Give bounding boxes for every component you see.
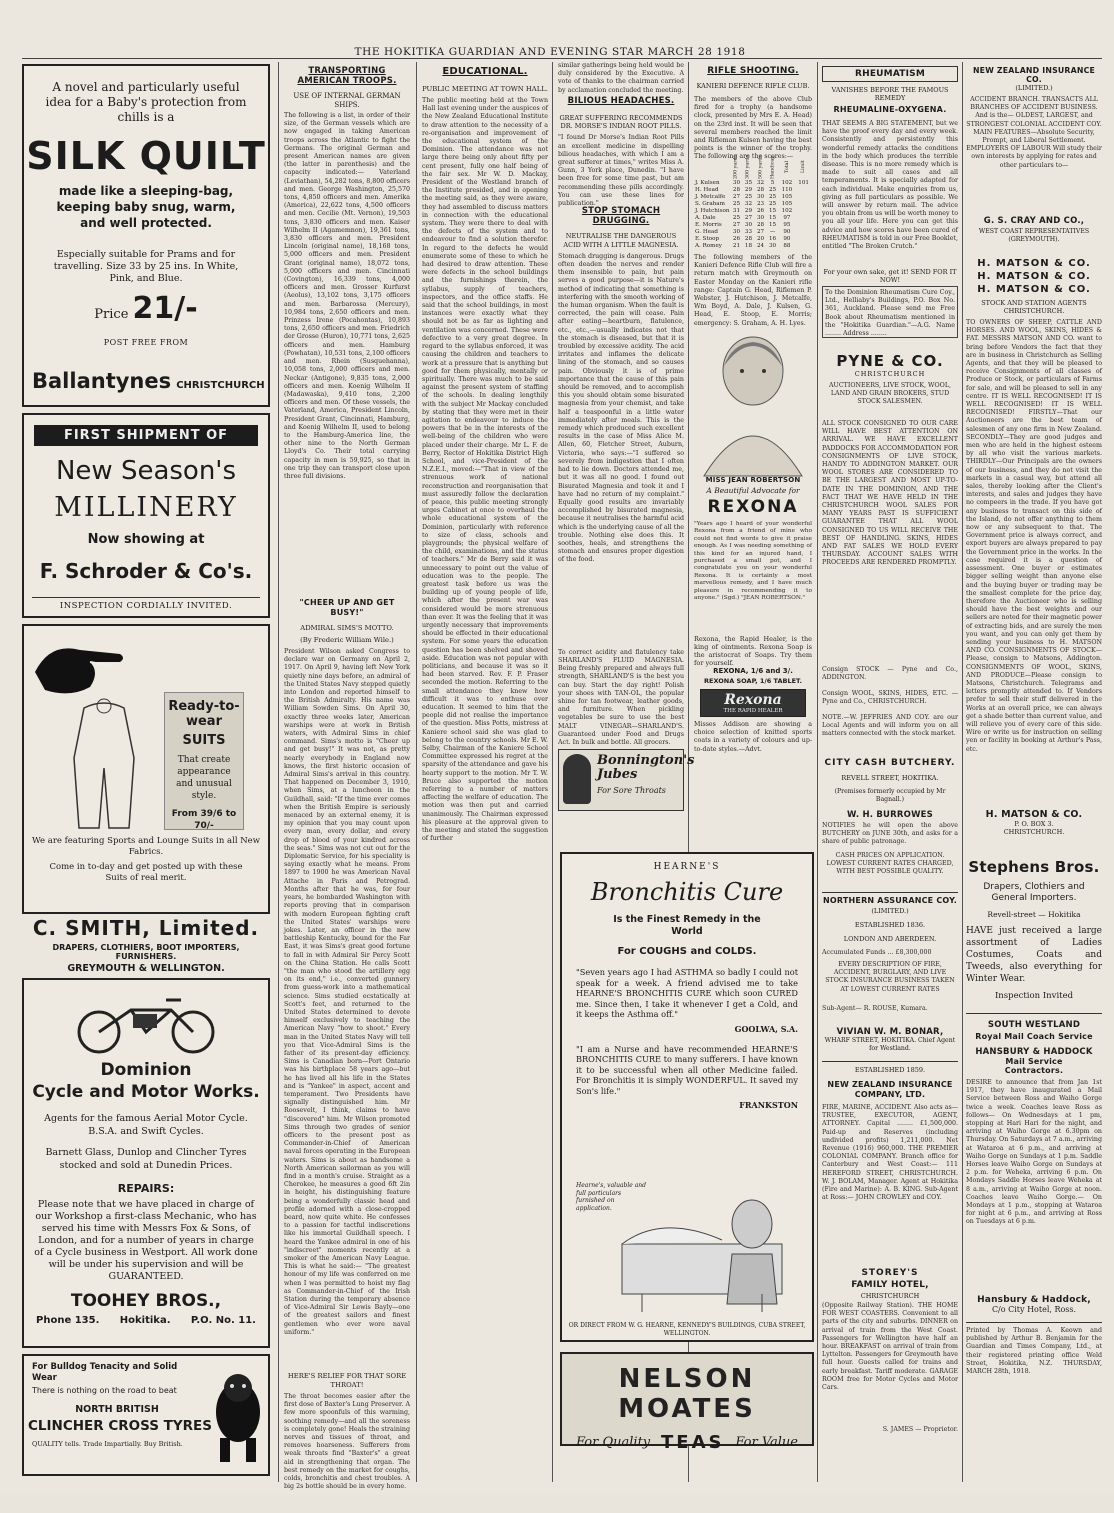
hearne-sig1: GOOLWA, S.A. xyxy=(734,1023,798,1034)
northern-body: EVERY DESCRIPTION OF FIRE, ACCIDENT, BURGLARY, AND LIVE STOCK INSURANCE BUSINESS TAKEN AT LOWEST CURRENT RATES xyxy=(825,961,955,993)
nelson-moates-ad xyxy=(560,1352,814,1453)
dominion-subtitle: Cycle and Motor Works. xyxy=(32,1082,260,1102)
rifle-col-header: Limit xyxy=(801,160,807,174)
nzins-est: ESTABLISHED 1859. xyxy=(822,1061,958,1074)
table-row xyxy=(694,208,812,215)
rheum-subhead: VANISHES BEFORE THE FAMOUS REMEDY xyxy=(831,86,949,102)
nzinsco-title: NEW ZEALAND INSURANCE CO. xyxy=(972,66,1096,84)
rifle-score-cell xyxy=(795,236,812,243)
rifle-score-cell: 32 xyxy=(744,201,753,207)
rifle-score-cell: 30 xyxy=(756,215,765,221)
pyne-consign1: Consign STOCK — Pyne and Co., ADDINGTON. xyxy=(822,666,958,682)
city-cash: CASH PRICES ON APPLICATION. LOWEST CURRENT RATES CHARGED, WITH BEST POSSIBLE QUALITY. xyxy=(826,852,954,876)
column-divider xyxy=(416,62,417,1482)
dominion-po: P.O. No. 11. xyxy=(190,1315,256,1326)
rexona-box-title: Rexona xyxy=(724,692,782,708)
silk-seller-row xyxy=(32,369,265,393)
rifle-scores-table xyxy=(694,154,812,250)
dominion-contact-row xyxy=(24,1311,268,1326)
rexona-prices: REXONA, 1/6 and 3/. xyxy=(713,667,793,675)
bilious-body: "I found Dr Morse's Indian Root Pills an excellent medicine in dispelling bilious headaches, with which I am a great sufferer at times," writes Miss A. Gunn, 3 York place, Dunedin. "I have been free for some time past, but am recommending these pills accordingly. You can use these lines for publication." xyxy=(558,134,684,208)
rexona-box xyxy=(700,689,806,717)
rifle-col-header: 500 yards xyxy=(758,154,763,180)
storey-sub: FAMILY HOTEL, xyxy=(851,1280,929,1290)
rifle-name-cell: H. Head xyxy=(695,187,719,193)
rifle-score-cell: 24 xyxy=(756,243,765,249)
educational-body: The public meeting held at the Town Hall last evening under the auspices of the New Zealand Educational Institute to draw attention to the necessity of a re-organisation and improvement of the educational system of the Dominion. The attendance was not large there being only about fifty per cent present, fully one half being of the fair sex. Mr W. D. Mackay, President of the Westland branch of the Institute presided, and in opening the meeting said, as they were aware, they had assembled to discuss matters in connection with the educational system. They were there to deal with the defects of the system and to endeavour to find a solution therefor. In regard to the defects he would enumerate some of these to which he had desired to draw attention. These were defects in the school buildings and the furnishings therein, the syllabus, supply of teachers, inspectors, and the office staffs. He said that the school buildings, in most instances were exactly what they should not be as far as lighting and ventilation was concerned. These were defective to a very great degree. In regard to the syllabus enforced, it was causing the children and teachers to work at a pressure that is anything but good for them physically, mentally or spiritually. There was much to be said against the present system of staffing of the schools. In dealing lengthily with the subject Mr Mackay concluded by stating that they were met in their agitation to endeavour to induce the powers that be in the interests of the well-being of the children who were placed under their charge. Mr L. F. de Berry, Rector of Hokitika District High School, and vice-President of the N.Z.E.I., moved:—"That in view of the strenuous work of national reconstruction and reorganisation that must assuredly follow the declaration of peace, this public meeting strongly urges Cabinet at once to overhaul the whole educational system of the Dominion, particularly with reference to size of class, schools and playgrounds; the physical welfare of the child, examinations, and the status of teachers." Mr de Berry said it was unnecessary to point out the value of education was to the people. The greatest task before us was the building up of young people of life, which after the present war was considered would be more strenuous than ever. It was the feeling that it was urgently necessary that improvements should be effected in their educational system. For some years the education question has been shelved and shoved aside. Education was not popular with politicians, and because it was so it had been starved. Rev. F. P. Fraser seconded the motion. Referring to the small attendance they knew how difficult it was to enthuse over education. It seemed to him that the people did not realise the importance of the question. Miss Potts, mistress at Kaniere school said she was glad to belong to the country schools. Mr E. W. Selby, Chairman of the Kaniere School Committee expressed his regret at the sparsity of the attendance and gave his hearty support to the motion. Mr T. W. Bruce also supported the motion referring to a number of matters affecting the welfare of education. The motion was then put and carried unanimously. The Chairman expressed his pleasure at the approval given to the meeting and stated the suggestion of further xyxy=(422,97,548,843)
rheum-headline: RHEUMATISM xyxy=(822,66,958,82)
smith-featuring: We are featuring Sports and Lounge Suits in all New Fabrics. xyxy=(31,836,260,857)
sims-body: President Wilson asked Congress to declare war on Germany on April 2, 1917. On April 9, having left New York quietly nine days before, an admiral of the United States Navy stepped quietly into London and reported himself to the British Admiralty. His name was William Sowden Sims. On April 30, exactly three weeks later, American warships were at work in British waters, with Admiral Sims in chief command. Sims's motto is "Cheer up and get busy!" It was not, as pretty nearly everybody in England now knows, the first historic occasion of Admiral Sims's arrival in this country. That happened on December 3, 1910, when Sims, at a luncheon in the Guildhall, said: "If the time ever comes when the British Empire is seriously menaced by an external enemy, it is my opinion that you may count upon every man, every dollar, and every drop of blood of your kindred across the seas." Sims was not cut out for the Diplomatic Service, for his speciality is saying exactly what he means. From 1897 to 1900 he was American Naval Attache in Paris and Petrograd. Months after that he was, for four years, he bombarded Washington with reports proving that in comparison with modern European fighting craft the United States' warships were jokes. Later, an officer in the new battleship Kentucky, bound for the Far East, it was Sims's great good fortune to fall in with Admiral Sir Percy Scott on the China Station. He calls Scott "the man who stood the artillery egg on its end," i.e., converted gunnery from guess-work into a mathematical science. Sims studied ecstatically at Scott's feet, and returned to the United States determined to devote himself exclusively to teaching the American Navy "how to shoot." Every man in the United States Navy will tell you that Vice-Admiral Sims is the father of its present-day efficiency. Sims is Canadian born—Port Ontario was his birthplace 58 years ago—but he has lived all his life in the States and is "Yankee" in aspect, accent and temperament. Two Presidents have signally distinguished him. Mr Roosevelt, I think, claims to have "discovered" him. Mr Wilson promoted Sims through two grades of senior officers to the present post as Commander-in-Chief of American naval forces operating in the European waters. Sims is about as handsome a North American sailorman as you will find in a month's cruise. Straight as a Cherokee, he measures a good 6ft 2in in height, his distinguishing feature being a wonderfully classic head and profile adorned with a close-cropped beard, now quite white. He confesses to a passion for tactful indiscretions like his immortal Guildhall speech. I heard the Yankee admiral in one of his "indiscreet" moments recently at a smoker of the American Navy League. This is what he said:— "The greatest honour of my life was conferred on me when I was permitted to hoist my flag as Commander-in-Chief of the Irish Station during the temporary absence of Vice-Admiral Sir Lewis Bayly—one of the greatest sailors and finest gentlemen who ever wore naval uniform." xyxy=(284,648,410,1336)
rifle-score-cell: 105 xyxy=(781,201,793,207)
rifle-col-header: 200 yards xyxy=(733,154,739,180)
nzinsco-body: ACCIDENT BRANCH. TRANSACTS ALL BRANCHES OF ACCIDENT BUSINESS. And is the— OLDEST, LARGEST, and STRONGEST COLONIAL ACCIDENT COY. MAIN FEATURES—Absolute Security, Prompt, and Liberal Settlement. EMPLOYERS OF LABOUR Will study their own interests by applying for rates and other particulars to— xyxy=(966,96,1102,169)
educational-subhead: PUBLIC MEETING AT TOWN HALL. xyxy=(422,85,548,93)
stephens-body: HAVE just received a large assortment of Ladies Costumes, Coats and Tweeds, also everything for Winter Wear. xyxy=(966,926,1102,984)
dominion-town: Hokitika. xyxy=(119,1315,171,1326)
nzinsco-agent: G. S. CRAY AND CO., xyxy=(983,216,1085,226)
rifle-score-cell: 26 xyxy=(756,208,765,214)
silk-made: made like a sleeping-bag, keeping baby snug, warm, and well protected. xyxy=(56,184,236,230)
sims-subhead: ADMIRAL SIMS'S MOTTO. xyxy=(300,624,394,632)
hearne-finest: Is the Finest Remedy in the World xyxy=(613,914,761,937)
rifle-score-cell: 25 xyxy=(732,215,741,221)
rexona-advocate: A Beautiful Advocate for xyxy=(706,486,800,495)
educational-headline: EDUCATIONAL. xyxy=(442,66,528,77)
rifle-score-cell: 101 xyxy=(798,180,809,186)
matson-foot3: CHRISTCHURCH. xyxy=(1003,828,1065,836)
clincher-tag: QUALITY tells. Trade Impartially. Buy British. xyxy=(32,1440,183,1448)
rifle-score-cell: 26 xyxy=(732,236,741,242)
sims-headline: "CHEER UP AND GET BUSY!" xyxy=(299,598,395,617)
matson-sub: STOCK AND STATION AGENTS CHRISTCHURCH. xyxy=(981,299,1087,315)
rheum-coupon: To the Dominion Rheumatism Cure Coy., Ltd., Helliaby's Buildings, P.O. Box No. 361, Auckland. Please send me Free Book about Rheumatism mentioned in the "Hokitika Guardian."—A.G. Name ........ Address ........ xyxy=(822,286,958,338)
sharland-notices: To correct acidity and flatulency take SHARLAND'S FLUID MAGNESIA. Being freshly prepared and always full strength, SHARLAND'S is the best you can buy. Start the day right! Polish your shoes with TAN-OL, the popular shine for tan footwear, leather goods, and furniture. When pickling vegetables be sure to use the best MALT VINEGAR—SHARLAND'S. Guaranteed under Food and Drugs Act. In bulk and bottle. All grocers. xyxy=(558,648,684,747)
sore-throat-headline: HERE'S RELIEF FOR THAT SORE THROAT! xyxy=(287,1372,407,1389)
rifle-score-cell: 20 xyxy=(756,236,765,242)
column-divider xyxy=(278,62,279,1482)
northern-loc: LONDON AND ABERDEEN. xyxy=(843,935,937,943)
column-rheumatism xyxy=(822,62,958,1482)
clincher-line2: There is nothing on the road to beat xyxy=(32,1386,177,1395)
storey-city: CHRISTCHURCH xyxy=(860,1292,920,1300)
table-row xyxy=(694,187,812,194)
rifle-score-cell: 102 xyxy=(781,208,793,214)
rifle-score-cell xyxy=(795,201,812,208)
stomach-subhead: NEUTRALISE THE DANGEROUS ACID WITH A LITTLE MAGNESIA. xyxy=(563,232,679,249)
coach-body: DESIRE to announce that from Jan 1st 1917, they have inaugurated a Mail Service between Ross and Waiho Gorge twice a week. Coaches leave Ross as follows— On Wednesdays at 1 pm, stopping at Hari Hari for the night, and arriving at Waiho Gorge at 6.30pm on Thursday. On Saturdays at 7 a.m., arriving at Wataroa at 6 p.m., and arriving at Waiho Gorge on Sundays at 1 p.m. Saddle Horses leave Waiho Gorge on Sundays at 2 p.m. for Weheka, arriving 6 p.m. On Mondays Saddle Horses leave Weheka at 8 a.m., arriving at Waiho Gorge at noon. Coaches leave Waiho Gorge.— On Mondays at 1 p.m., stopping at Wataroa for night at 6 p.m., and arriving at Ross on Tuesdays at 6 p.m. xyxy=(966,1079,1102,1226)
silk-post: POST FREE FROM xyxy=(103,338,189,347)
rifle-score-cell: 28 xyxy=(756,222,765,228)
rifle-score-cell: 90 xyxy=(783,236,791,242)
coach-sub: Royal Mail Coach Service xyxy=(975,1032,1093,1041)
matson-body: TO OWNERS OF SHEEP, CATTLE AND HORSES. AND WOOL, SKINS, HIDES & FAT. MESSRS MATSON AND CO. want to bring before Vendors the fact that they are in business in Christchurch as Selling Agents, and that they will be pleased to receive Consignments of all classes of Produce or Stock, or particulars of Farms for sale, and will be pleased to sell in any centre. IT IS WELL RECOGNISED! IT IS WELL RECOGNISED! IT IS WELL RECOGNISED! FIRSTLY—That our Auctioneers are the best team of salesmen of any one firm in New Zealand. SECONDLY—They are good judges and men who are held in the highest esteem by all who visit the various markets. THIRDLY—Our Principals are the owners of our business, and they do not visit the markets in a casual way, but attend all sales, thereby looking after the Client's interests, and sales and judges they have no compeers in the trade. If you have got any business to transact on this side of the Island, do not offer anything to them now or any subsequent to that. The Government price is always correct, and export buyers are always prepared to pay the Government price in the works. In the case required it is a question of assessment. One buyer or estimates bigger selling weight than anyone else and the buying buyer or trading may be the smallest complete for the price day, therefore the Auctioneer who is selling should have the best weights and our sellers are noted for their magnetic power of extracting bids, and are surely the men you want, and you can only get them by sending your business to H. MATSON AND CO. CONSIGNMENTS OF STOCK—Please, consign to Matsons, Addington. CONSIGNMENTS OF WOOL, SKINS, AND PRODUCE—Please consign to Matsons, Christchurch. Telegrams and letters promptly attended to. If Vendors prefer to sell their stuff delivered in the Works at an overall price, we can always get a shade better than current value, and will relieve you of every care of this side. Wire or write us for instruction on selling yen or facility in booking at Arthur's Pass, etc. xyxy=(966,319,1102,753)
stomach-body: Stomach drugging is dangerous. Drugs often deaden the nerves and render them insensible to pain, but pain serves a good purpose—it is Nature's method of indicating that something is interfering with the smooth working of the human organism. When the fault is corrected, the pain will cease. Pain after eating—heartburn, flatulence, etc., etc.,—usually indicates not that the stomach is diseased, but that it is troubled by excessive acidity. The acid irritates and inflames the delicate lining of the stomach, and so causes pain. Obviously it is of prime importance that the cause of this pain should be removed, and to accomplish this you should obtain some bisurated magnesia from your chemist, and take half a teaspoonful in a little water immediately after meals. This is the remedy which produced such excellent results in the case of Miss Alice M. Allen, 60, Fletcher Street, Auburn, Victoria, who says:—"I suffered so severely from indigestion that I often had to lie down. Doctors attended me, but it was all no good. I found out Bisurated Magnesia and took it and I have had no return of my complaint." Equally good results are invariably accomplished by bisurated magnesia, because it neutralises the harmful acid which is the underlying cause of all the trouble. Nothing else does this. It soothes, heals, and strengthens the stomach and ensures proper digestion of the food. xyxy=(558,252,684,564)
rifle-score-cell xyxy=(795,215,812,222)
pyne-note: NOTE.—W. JEFFRIES AND COY. are our Local Agents and will inform you on all matters connected with the stock market. xyxy=(822,714,958,738)
rexona-name: MISS JEAN ROBERTSON xyxy=(705,476,801,484)
rifle-name-cell: J. Metcalfe xyxy=(695,194,726,200)
northern-name: VIVIAN W. M. BONAR, xyxy=(836,1027,944,1037)
smith-come: Come in to-day and get posted up with these Suits of real merit. xyxy=(49,862,243,883)
rifle-name-cell: E. Morris xyxy=(695,222,722,228)
city-body: NOTIFIES he will open the above BUTCHERY on JUNE 30th, and asks for a share of public patronage. xyxy=(822,822,958,846)
matson-line-1: H. MATSON & CO. xyxy=(977,258,1091,269)
column-insurance xyxy=(966,62,1102,1482)
bonnington-sub: For Sore Throats xyxy=(597,785,666,795)
column-health xyxy=(558,62,695,847)
smith-appear: That create appearance and unusual style. xyxy=(176,755,232,801)
column-divider xyxy=(962,62,963,1482)
silk-suitable: Especially suitable for Prams and for travelling. Size 33 by 25 ins. In White, Pink, and Blue. xyxy=(53,249,239,284)
masthead-rule xyxy=(22,58,1102,59)
northern-addr: WHARF STREET, HOKITIKA. Chief Agent for Westland. xyxy=(824,1037,956,1052)
nzins-body: FIRE, MARINE, ACCIDENT. Also acts as— TRUSTEE, EXECUTOR, AGENT, ATTORNEY. Capital ........ £1,500,000. Paid-up and Reserves (including undivided profits) 1,211,000. Net Revenue (1916) 960,000. THE PREMIER COLONIAL COMPANY. Branch office for Canterbury and West Coast:— 111 HEREFORD STREET, CHRISTCHURCH. W. J. BOLAM, Manager. Agent at Hokitika (Fire and Marine): A. B. KING. Sub-Agent at Ross:— JOHN CROWLEY and COY. xyxy=(822,1104,958,1202)
stephens-street: Revell-street — Hokitika xyxy=(987,910,1081,919)
matson-foot1: H. MATSON & CO. xyxy=(985,809,1083,820)
masthead: THE HOKITIKA GUARDIAN AND EVENING STAR MARCH 28 1918 xyxy=(354,46,746,58)
rexona-healer: Rexona, the Rapid Healer, is the king of ointments. Rexona Soap is the aristocrat of Soaps. Try them for yourself. xyxy=(694,635,812,667)
city-street: REVELL STREET, HOKITIKA. xyxy=(841,774,939,782)
stephens-title: Stephens Bros. xyxy=(968,858,1100,876)
rifle-intro: The members of the above Club fired for a trophy (a handsome clock, presented by Mrs E. A. Head) on the 23rd inst. It will be seen that several members reached the limit and Rifleman Kulsen having the best points is the winner of the trophy. The following are the scores:— xyxy=(694,96,812,161)
rifle-score-cell: 30 xyxy=(756,194,765,200)
rifle-score-cell: — xyxy=(769,229,776,235)
pyne-consign2: Consign WOOL, SKINS, HIDES, ETC. — Pyne and Co., CHRISTCHURCH. xyxy=(822,690,958,706)
rifle-score-cell: 25 xyxy=(744,194,753,200)
coach-firm: HANSBURY & HADDOCK xyxy=(975,1047,1093,1057)
rifle-score-cell xyxy=(795,194,812,201)
silk-price: 21/- xyxy=(132,291,198,326)
rifle-score-cell: 15 xyxy=(768,208,777,214)
city-butchery-title: CITY CASH BUTCHERY. xyxy=(824,758,956,768)
table-row xyxy=(694,222,812,229)
column-divider xyxy=(817,62,818,1482)
rifle-score-cell: 16 xyxy=(768,236,777,242)
table-row xyxy=(694,215,812,222)
rifle-name-cell: J. Hutchison xyxy=(695,208,730,214)
smith-suits-ad xyxy=(22,624,270,914)
nelson-title: NELSON MOATES xyxy=(618,1364,756,1424)
rifle-score-cell: 88 xyxy=(783,243,791,249)
rifle-score-cell: 15 xyxy=(768,215,777,221)
nzins-title: NEW ZEALAND INSURANCE COMPANY, LTD. xyxy=(827,1080,953,1099)
silk-price-label: Price xyxy=(94,307,129,322)
bilious-headline: BILIOUS HEADACHES. xyxy=(567,96,675,106)
rifle-score-cell: 25 xyxy=(768,194,777,200)
matson-line-2: H. MATSON & CO. xyxy=(977,271,1091,282)
smith-footer xyxy=(22,916,270,976)
troops-headline: TRANSPORTING AMERICAN TROOPS. xyxy=(297,66,397,86)
clincher-title: CLINCHER CROSS TYRES xyxy=(28,1418,212,1434)
rifle-score-cell: 5 xyxy=(770,180,775,186)
rifle-score-cell xyxy=(795,229,812,236)
dominion-repairs: REPAIRS: xyxy=(117,1182,175,1195)
northern-agent: Sub-Agent— R. ROUSE, Kumara. xyxy=(822,1005,928,1012)
table-row xyxy=(694,180,812,187)
rexona-title: REXONA xyxy=(707,497,799,517)
smith-trades: DRAPERS, CLOTHIERS, BOOT IMPORTERS, FURNISHERS. xyxy=(52,943,240,961)
rifle-score-cell: 23 xyxy=(756,201,765,207)
millinery-invite: INSPECTION CORDIALLY INVITED. xyxy=(32,597,260,611)
rifle-score-cell: 31 xyxy=(732,208,741,214)
suit-illustration-icon xyxy=(54,698,154,834)
millinery-title2: MILLINERY xyxy=(54,492,238,523)
rifle-name-cell: A. Dale xyxy=(695,215,716,221)
rifle-score-cell: 30 xyxy=(744,222,753,228)
rifle-score-cell: 105 xyxy=(781,194,793,200)
pyne-line: AUCTIONEERS, LIVE STOCK, WOOL, LAND AND GRAIN BROKERS, STUD STOCK SALESMEN. xyxy=(828,382,952,406)
coach-foot1: Hansbury & Haddock, xyxy=(977,1295,1091,1305)
dominion-phone: Phone 135. xyxy=(36,1315,100,1326)
pyne-body: ALL STOCK CONSIGNED TO OUR CARE WILL HAVE BEST ATTENTION ON ARRIVAL. WE HAVE EXCELLENT PADDOCKS FOR ACCOMMODATION FOR CONSIGNMENTS OF LIVE STOCK, HANDY TO ADDINGTON MARKET. OUR WOOL STORES ARE CONSIDERED TO BE THE LARGEST AND MOST UP-TO-DATE IN THE DOMINION, AND THE FACT THAT WE HAVE HELD IN THE CHRISTCHURCH WOOL SALES FOR MANY YEARS PAST IS SUFFICIENT GUARANTEE THAT ALL WOOL CONSIGNED TO US WILL RECEIVE THE BEST OF HANDLING. SKINS, HIDES AND FAT SALES WE HOLD EVERY THURSDAY. ACCOUNT SALES WITH PROCEEDS ARE RENDERED PROMPTLY. xyxy=(822,420,958,567)
dominion-cycle-ad xyxy=(22,978,270,1348)
dominion-tyres: Barnett Glass, Dunlop and Clincher Tyres stocked and sold at Dunedin Prices. xyxy=(45,1147,247,1171)
rifle-score-cell: 29 xyxy=(744,187,753,193)
rifle-score-cell xyxy=(795,222,812,229)
coach-mail: Mail Service xyxy=(1005,1057,1063,1066)
silk-city: CHRISTCHURCH xyxy=(176,380,265,391)
rifle-name-cell: J. Kulsen xyxy=(695,180,720,186)
woman-portrait-icon xyxy=(694,326,812,476)
rifle-score-cell: 15 xyxy=(768,222,777,228)
rifle-score-cell: 18 xyxy=(744,243,753,249)
rifle-score-cell: 102 xyxy=(781,180,793,186)
silk-quilt-ad xyxy=(22,64,270,407)
rheum-send: For your own sake, get it! SEND FOR IT NOW! xyxy=(823,268,957,284)
millinery-title1: New Season's xyxy=(55,456,237,486)
troops-subhead: USE OF INTERNAL GERMAN SHIPS. xyxy=(293,92,401,109)
stephens-sub: Drapers, Clothiers and General Importers. xyxy=(983,882,1085,903)
bulldog-illustration-icon xyxy=(210,1362,266,1470)
smith-suits: SUITS xyxy=(182,733,226,748)
hearne-brand: HEARNE'S xyxy=(653,862,721,872)
hearne-footer: OR DIRECT FROM W. G. HEARNE, KENNEDY'S BUILDINGS, CUBA STREET, WELLINGTON. xyxy=(568,1322,806,1337)
rifle-score-cell xyxy=(795,243,812,250)
rifle-score-cell: 25 xyxy=(768,187,777,193)
rifle-col-header: 300 yards xyxy=(745,154,751,180)
woman-portrait-icon xyxy=(563,754,591,804)
smith-name: C. SMITH, Limited. xyxy=(32,916,260,940)
dominion-title: Dominion xyxy=(100,1060,192,1080)
silk-title: SILK QUILT xyxy=(26,134,266,178)
rifle-outro: The following members of the Kanieri Defence Rifle Club will fire a return match with Greymouth on Easter Monday on the Kanieri rifle range: Captain G. Head, Riflemen P. Webster, J. Hutchison, J. Metcalfe, Wm Boyd, A. Dale, J. Kulsen, G. Head, E. Stoop, E. Morris; emergency: S. Graham, A. H. Lyes. xyxy=(694,254,812,327)
educational-continued: similar gatherings being held would be duly considered by the Executive. A vote of thanks to the chairman carried by acclamation concluded the meeting. xyxy=(558,62,684,94)
clincher-tyres-ad xyxy=(22,1354,270,1476)
rifle-score-cell: 30 xyxy=(732,229,741,235)
city-name: W. H. BURROWES xyxy=(847,810,933,820)
column-divider xyxy=(552,62,553,1482)
rifle-score-cell: 90 xyxy=(783,229,791,235)
city-premises: (Premises formerly occupied by Mr Bagnall.) xyxy=(834,788,946,803)
rifle-score-cell: 95 xyxy=(783,222,791,228)
nelson-left: For Quality xyxy=(576,1435,651,1450)
rifle-score-cell: 27 xyxy=(732,194,741,200)
rifle-subhead: KANIERI DEFENCE RIFLE CLUB. xyxy=(696,82,810,90)
rifle-score-cell: 33 xyxy=(744,229,753,235)
rheum-remedy: RHEUMALINE-OXYGENA. xyxy=(833,105,947,114)
smith-ready: Ready-to-wear xyxy=(168,699,240,729)
silk-intro: A novel and particularly useful idea for a Baby's protection from chills is a xyxy=(45,80,247,124)
millinery-ad xyxy=(22,413,270,618)
table-row xyxy=(694,243,812,250)
addison-note: Misses Addison are showing a choice selection of knitted sports coats in a variety of colours and up-to-date styles.—Advt. xyxy=(694,721,812,753)
pyne-city: CHRISTCHURCH xyxy=(854,370,926,378)
rifle-score-cell: 29 xyxy=(744,208,753,214)
storey-proprietor: S. JAMES — Proprietor. xyxy=(882,1426,958,1433)
bilious-subhead: GREAT SUFFERING RECOMMENDS DR. MORSE'S INDIAN ROOT PILLS. xyxy=(559,114,683,131)
clincher-line3: NORTH BRITISH xyxy=(75,1404,159,1415)
rifle-score-cell: 30 xyxy=(768,243,777,249)
rifle-score-cell: 25 xyxy=(768,201,777,207)
hearne-quote1: "Seven years ago I had ASTHMA so badly I could not speak for a week. A friend advised me to take HEARNE'S BRONCHITIS CURE which soon CURED me. Since then, I take it whenever I get a Cold, and it keeps the Asthma off." xyxy=(576,967,798,1019)
rifle-col-header: Total xyxy=(784,160,790,174)
rifle-col-header: Handicap xyxy=(770,155,776,179)
rifle-score-cell: 35 xyxy=(744,180,753,186)
matson-foot2: P. O. BOX 3. xyxy=(1014,820,1054,828)
northern-ltd: (LIMITED.) xyxy=(871,907,909,915)
coach-title: SOUTH WESTLAND xyxy=(966,1013,1102,1030)
hand-pointer-icon xyxy=(30,632,130,702)
troops-body: The following is a list, in order of their size, of the German vessels which are now engaged in taking American troops across the Atlantic to fight the Germans. The original German and present American names are given (the latter in parenthesis) and the capacity indicated:— Vaterland (Leviathan), 54,282 tons, 8,800 officers and men. George Washington, 25,570 tons, 4,850 officers and men. Amerika (America), 22,622 tons, 4,500 officers and men. Cecilie (Mt. Vernon), 19,503 tons, 3,830 officers and men. Kaiser Wilhelm II (Agamemnon), 19,361 tons, 3,830 officers and men. President Lincoln (original name), 18,168 tons, 5,000 officers and men. President Grant (original name), 18,072 tons, 5,000 officers and men. Cincinnati (Covington), 16,339 tons, 4,000 officers and men. Grosser Kurfurst (Aeolus), 13,102 tons, 3,175 officers and men. Barbarossa (Mercury), 10,984 tons, 2,650 officers and men. Prinzess Irene (Pocahontas), 10,893 tons, 2,650 officers and men. Friedrich der Grosse (Huron), 10,771 tons, 2,625 officers and men. Hamburg (Powhatan), 10,531 tons, 2,100 officers and men. Rhein (Susquehanna), 10,058 tons, 2,000 officers and men. Neckar (Antigone), 9,835 tons, 2,000 officers and men. Koenig Wilhelm II (Madawaska), 9,410 tons, 2,200 officers and men. Of these vessels, the Vaterland, America, President Lincoln, President Grant, Cincinnati, Hamburg, and Koenig Wilhelm II, used to belong to the Hamburg-America line, the other nine to the North German Lloyd's Co. Their total carrying capacity in men is 59,925, so that in one trip they can transport close upon three full divisions. xyxy=(284,112,410,480)
dominion-firm: TOOHEY BROS., xyxy=(70,1291,222,1311)
rifle-name-cell: A. Romey xyxy=(695,243,722,249)
suits-panel xyxy=(164,692,244,830)
dominion-agents: Agents for the famous Aerial Motor Cycle. B.S.A. and Swift Cycles. xyxy=(44,1113,248,1137)
stomach-headline: STOP STOMACH DRUGGING. xyxy=(581,206,661,227)
rifle-score-cell: 30 xyxy=(732,180,741,186)
millinery-showing: Now showing at xyxy=(87,532,205,547)
rifle-score-cell: 110 xyxy=(781,187,793,193)
rifle-score-cell: 28 xyxy=(756,187,765,193)
sore-throat-body: The throat becomes easier after the first dose of Baxter's Lung Preserver. A few more spoonfuls of this warming, soothing remedy—and all the soreness is completely gone! Heals the straining nerves and tissues of throat, and removes hoarseness. Sufferers from weak throats find "Baxter's" a great aid in strengthening that organ. The best remedy on the market for coughs, colds, bronchitis and chest troubles. A big 2s bottle should be in every home. xyxy=(284,1393,410,1491)
rifle-score-cell: 27 xyxy=(744,215,753,221)
table-row xyxy=(694,236,812,243)
rifle-score-cell: 27 xyxy=(732,222,741,228)
rifle-score-cell: 97 xyxy=(783,215,791,221)
millinery-first: FIRST SHIPMENT OF xyxy=(34,425,258,446)
rifle-name-cell: E. Stoop xyxy=(695,236,720,242)
table-row xyxy=(694,201,812,208)
rexona-portrait xyxy=(694,326,812,476)
sims-byline: (By Frederic William Wile.) xyxy=(300,636,394,644)
matson-line-3: H. MATSON & CO. xyxy=(977,284,1091,295)
rheum-body: THAT SEEMS A BIG STATEMENT, but we have the proof every day and every week. Consistently and persistently this wonderful remedy attacks the conditions in the body which produces the terrible disease. This is no more remedy which is made to suit all cases and all temperaments. It is specially adapted for each individual. Make enquiries from us, giving as full particulars as possible. We will answer by return mail. The advice you obtain from us will be worth money to you all your life. Here you can get this advice and how scores have been cured of RHEUMATISM is told in our Free Booklet, entitled "The Broken Crutch." xyxy=(822,120,958,251)
hearne-quote2: "I am a Nurse and have recommended HEARNE'S BRONCHITIS CURE to many sufferers. I have known it to be successful when all other Medicine failed. For Bronchitis it is simply WONDERFUL. It saved my Son's life." xyxy=(576,1043,798,1096)
rifle-score-cell: 28 xyxy=(744,236,753,242)
table-row xyxy=(694,229,812,236)
hearne-caption: Hearne's, valuable and full particulars furnished on application. xyxy=(576,1182,647,1212)
nelson-right: For Value xyxy=(735,1435,798,1450)
rifle-headline: RIFLE SHOOTING. xyxy=(707,66,799,76)
hearne-title: Bronchitis Cure xyxy=(590,878,784,906)
rifle-score-cell xyxy=(795,187,812,194)
smith-price: From 39/6 to 70/- xyxy=(171,809,237,831)
northern-est: ESTABLISHED 1836. xyxy=(854,921,926,929)
hearne-sig2: FRANKSTON xyxy=(739,1100,798,1110)
pyne-title: PYNE & CO. xyxy=(836,352,944,370)
dominion-repairs-text: Please note that we have placed in charge of our Workshop a first-class Mechanic, who has served his time with Messrs Fox & Sons, of London, and for a number of years in charge of a Cycle business in Westport. All work done will be under his supervision and will be GUARANTEED. xyxy=(34,1199,258,1282)
rexona-testimony: "Years ago I heard of your wonderful Rexona from a friend of mine who could not find words to give it praise enough. As I was needing something of this kind for an injured hand, I purchased a small pot, and I congratulate you on your wonderful Rexona. It is certainly a most marvellous remedy, and I have much pleasure in recommending it to anyone." (Sgd.) "JEAN ROBERTSON." xyxy=(694,521,812,602)
column-transporting-troops xyxy=(284,62,410,1491)
bonnington-title: Bonnington's Jubes xyxy=(597,752,695,782)
rifle-score-cell: 28 xyxy=(732,187,741,193)
table-row xyxy=(694,194,812,201)
storey-body: (Opposite Railway Station). THE HOME FOR WEST COASTERS. Convenient to all parts of the city and suburbs. DINNER on arrival of train from the West Coast. Passengers for Wellington have half an hour. BREAKFAST on arrival of train from Lyttelton. Passengers for Greymouth have full hour. Guests called for trains and early breakfast. Tariff moderate. GARAGE ROOM free for Motor Cycles and Motor Cars. xyxy=(822,1302,958,1392)
silk-seller: Ballantynes xyxy=(32,369,172,393)
rifle-name-cell: G. Head xyxy=(695,229,718,235)
storey-title: STOREY'S xyxy=(861,1268,919,1278)
clincher-line1: For Bulldog Tenacity and Solid Wear xyxy=(32,1362,178,1383)
hearne-bronchitis-ad xyxy=(560,852,814,1342)
rifle-score-cell: 25 xyxy=(732,201,741,207)
rifle-score-cell xyxy=(795,208,812,215)
rifle-score-cell: 27 xyxy=(756,229,765,235)
bedside-nurse-illustration-icon xyxy=(602,1174,792,1314)
motorcycle-illustration-icon xyxy=(71,986,221,1056)
nelson-tagline xyxy=(562,1424,812,1453)
northern-title: NORTHERN ASSURANCE COY. xyxy=(822,892,958,905)
imprint: Printed by Thomas A. Keown and published by Arthur B. Benjamin for the Guardian and Times Company, Ltd., at their registered printing office Weld Street, Hokitika, N.Z. THURSDAY, MARCH 28th, 1918. xyxy=(966,1322,1102,1378)
coach-foot2: C/o City Hotel, Ross. xyxy=(991,1305,1077,1314)
smith-towns: GREYMOUTH & WELLINGTON. xyxy=(67,963,225,974)
silk-price-row xyxy=(24,291,268,326)
rifle-name-cell: S. Graham xyxy=(695,201,725,207)
rifle-score-cell: 32 xyxy=(756,180,765,186)
stephens-inspection: Inspection Invited xyxy=(994,991,1074,1001)
nelson-mid: TEAS xyxy=(661,1432,725,1453)
rexona-soap: REXONA SOAP, 1/6 TABLET. xyxy=(704,677,802,685)
northern-funds: Accumulated Funds ... £8,300,000 xyxy=(822,949,932,956)
rexona-box-sub: THE RAPID HEALER xyxy=(723,708,783,714)
coach-contractors: Contractors. xyxy=(1004,1066,1064,1075)
nzinsco-ltd: (LIMITED.) xyxy=(1015,84,1053,92)
nzinsco-rep: WEST COAST REPRESENTATIVES (GREYMOUTH). xyxy=(978,228,1090,243)
column-educational xyxy=(422,62,548,1482)
column-rifle xyxy=(694,62,812,852)
bonnington-ad xyxy=(558,749,695,811)
millinery-store: F. Schroder & Co's. xyxy=(39,559,253,583)
hearne-for: For COUGHS and COLDS. xyxy=(617,946,757,957)
rifle-score-cell: 21 xyxy=(732,243,741,249)
